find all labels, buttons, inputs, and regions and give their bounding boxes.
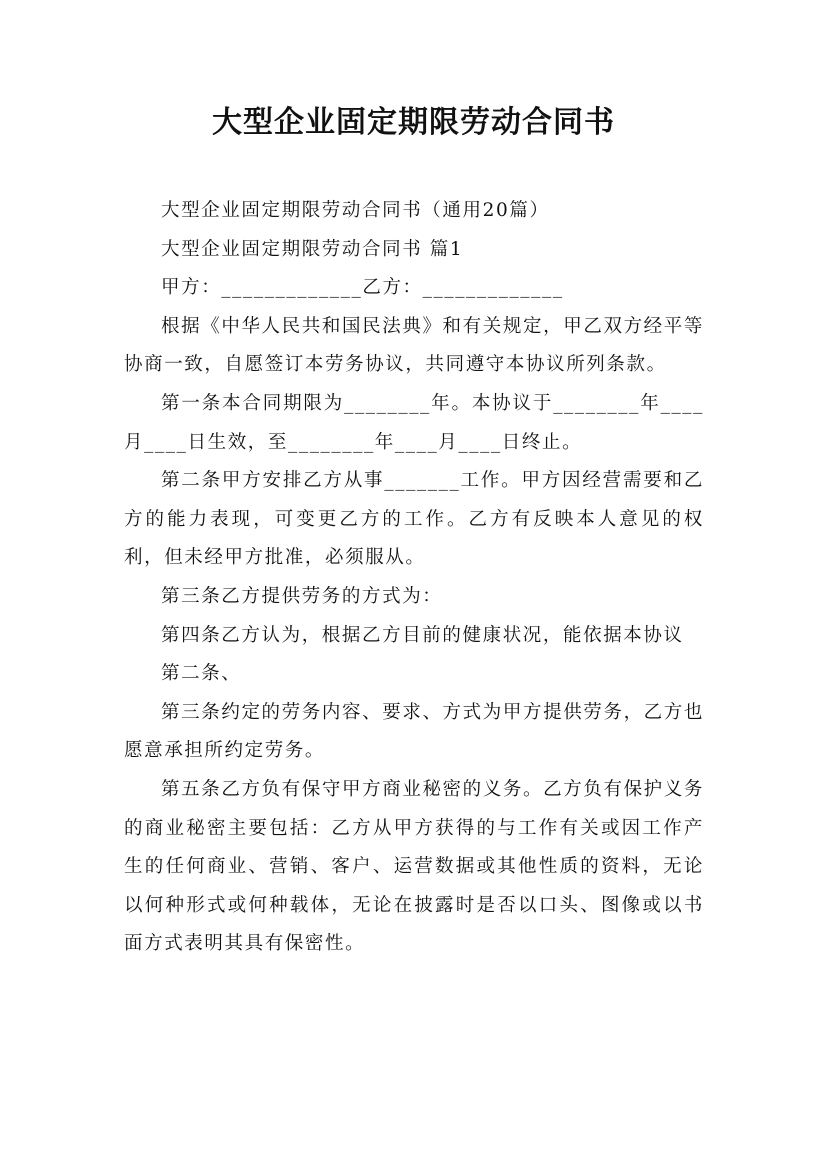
document-body	[124, 192, 704, 964]
paragraph-article-1: 第一条本合同期限为________年。本协议于________年____月____日生效，至________年____月____日终止。	[124, 392, 704, 453]
paragraph-parties: 甲方：_____________乙方：_____________	[161, 277, 564, 299]
document-title: 大型企业固定期限劳动合同书	[212, 105, 615, 140]
paragraph-article-4: 第四条乙方认为，根据乙方目前的健康状况，能依据本协议	[161, 624, 684, 646]
paragraph-section-heading: 大型企业固定期限劳动合同书 篇1	[161, 238, 464, 260]
paragraph-article-2-ref: 第二条、	[161, 663, 242, 685]
paragraph-article-3-ref: 第三条约定的劳务内容、要求、方式为甲方提供劳务，乙方也愿意承担所约定劳务。	[124, 701, 704, 762]
paragraph-article-5: 第五条乙方负有保守甲方商业秘密的义务。乙方负有保护义务的商业秘密主要包括：乙方从甲方获得的与工作有关或因工作产生的任何商业、营销、客户、运营数据或其他性质的资料，无论以何种形式或何种载体，无论在披露时是否以口头、图像或以书面方式表明其具有保密性。	[124, 778, 704, 955]
paragraph-article-3: 第三条乙方提供劳务的方式为：	[161, 585, 443, 607]
paragraph-preamble: 根据《中华人民共和国民法典》和有关规定，甲乙双方经平等协商一致，自愿签订本劳务协议，共同遵守本协议所列条款。	[124, 315, 704, 376]
paragraph-subtitle: 大型企业固定期限劳动合同书（通用20篇）	[161, 200, 550, 221]
paragraph-article-2: 第二条甲方安排乙方从事_______工作。甲方因经营需要和乙方的能力表现，可变更乙方的工作。乙方有反映本人意见的权利，但未经甲方批准，必须服从。	[124, 470, 704, 569]
